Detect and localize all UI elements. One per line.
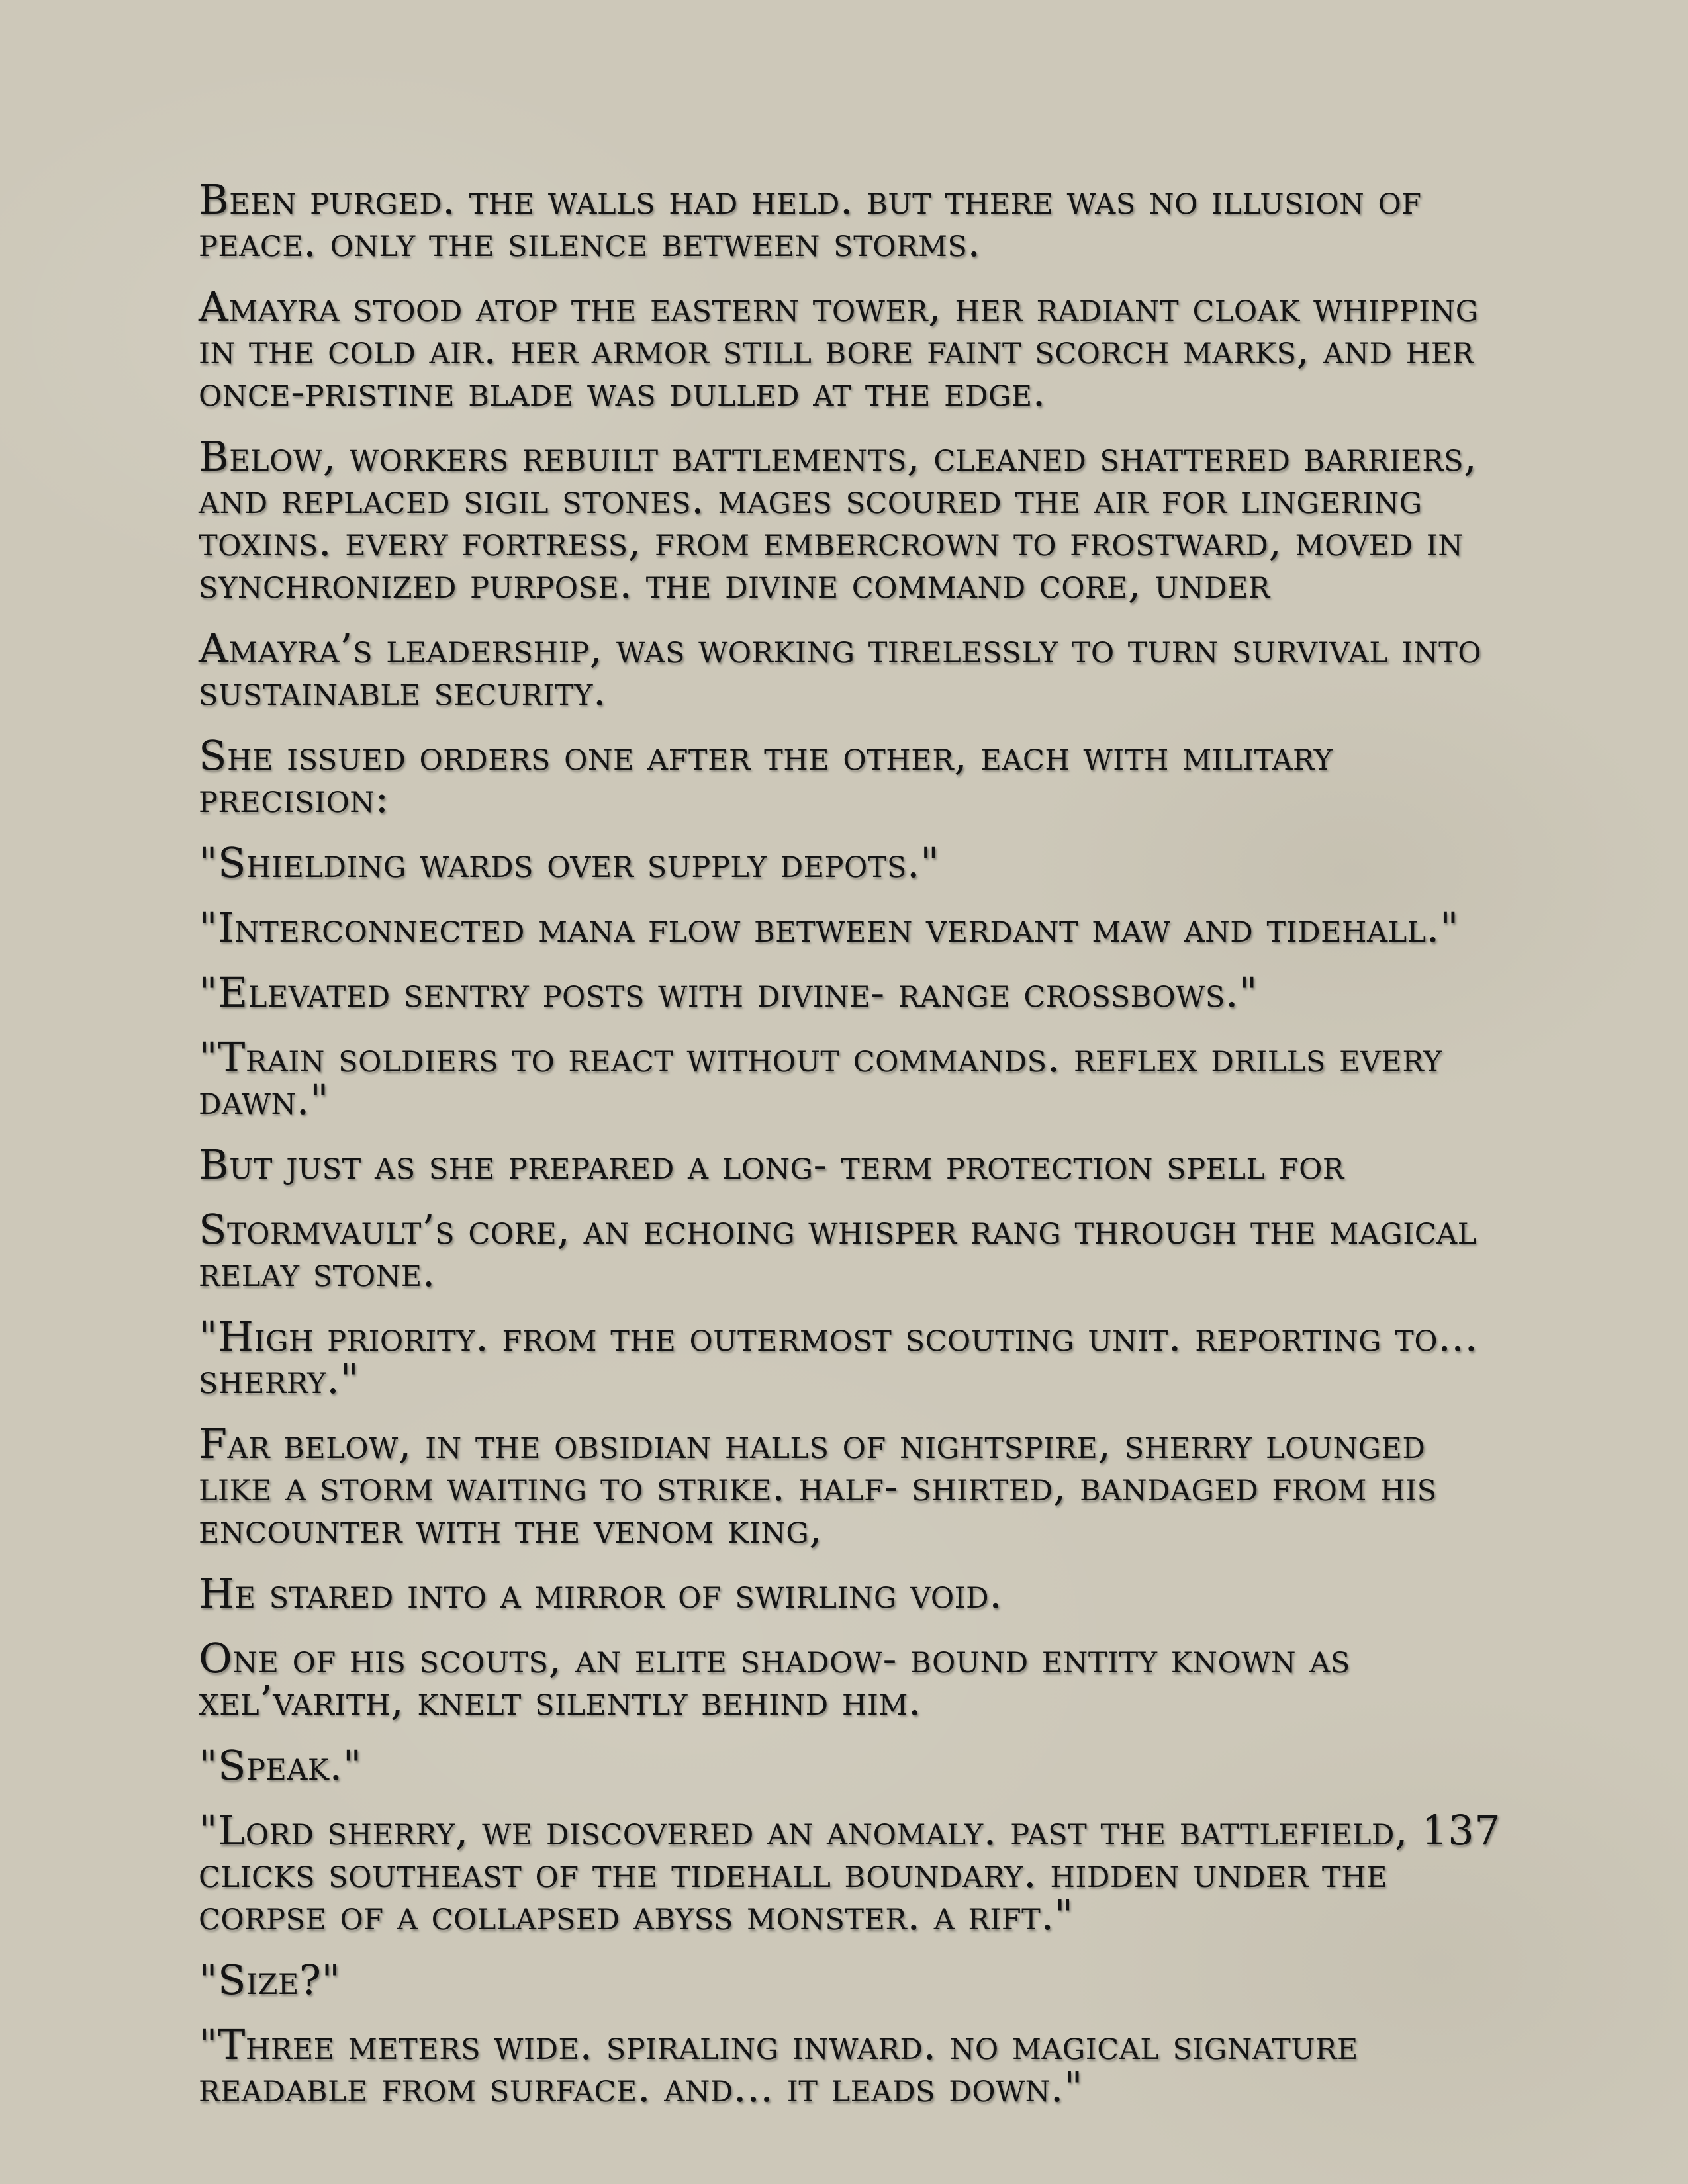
document-body (199, 175, 1509, 2131)
dialogue-line: "Size?" (199, 1956, 341, 2004)
paragraph: One of his scouts, an elite shadow- bound entity known as xel’varith, knelt silently behind him. (199, 1634, 1350, 1725)
dialogue-line: "Lord sherry, we discovered an anomaly. past the battlefield, 137 clicks southeast of the tidehall boundary. hidden under the corpse of a collapsed abyss monster. a rift." (199, 1806, 1501, 1939)
dialogue-line: "Train soldiers to react without commands. reflex drills every dawn." (199, 1033, 1442, 1124)
dialogue-line: "Three meters wide. spiraling inward. no magical signature readable from surface. and... it leads down." (199, 2021, 1358, 2111)
dialogue-line: "Shielding wards over supply depots." (199, 839, 940, 887)
paragraph: But just as she prepared a long- term protection spell for (199, 1140, 1344, 1189)
paragraph: Been purged. the walls had held. but there was no illusion of peace. only the silence between storms. (199, 175, 1422, 266)
paragraph: She issued orders one after the other, each with military precision: (199, 731, 1333, 822)
dialogue-line: "High priority. from the outermost scouting unit. reporting to... sherry." (199, 1312, 1478, 1403)
dialogue-line: "Speak." (199, 1741, 362, 1790)
paragraph: Far below, in the obsidian halls of nightspire, sherry lounged like a storm waiting to strike. half- shirted, bandaged from his encounter with the venom king, (199, 1420, 1437, 1553)
paragraph: Below, workers rebuilt battlements, cleaned shattered barriers, and replaced sigil stones. mages scoured the air for lingering toxins. every fortress, from embercrown to frostward, moved in synchronized purpose. the divine command core, under (199, 432, 1477, 608)
dialogue-line: "Interconnected mana flow between verdant maw and tidehall." (199, 903, 1459, 952)
paragraph: Stormvault’s core, an echoing whisper rang through the magical relay stone. (199, 1205, 1477, 1296)
paragraph: Amayra stood atop the eastern tower, her radiant cloak whipping in the cold air. her armor still bore faint scorch marks, and her once-pristine blade was dulled at the edge. (199, 283, 1479, 416)
paragraph: Amayra’s leadership, was working tirelessly to turn survival into sustainable security. (199, 624, 1482, 715)
dialogue-line: "Elevated sentry posts with divine- range crossbows." (199, 968, 1258, 1017)
paragraph: He stared into a mirror of swirling void. (199, 1569, 1003, 1617)
